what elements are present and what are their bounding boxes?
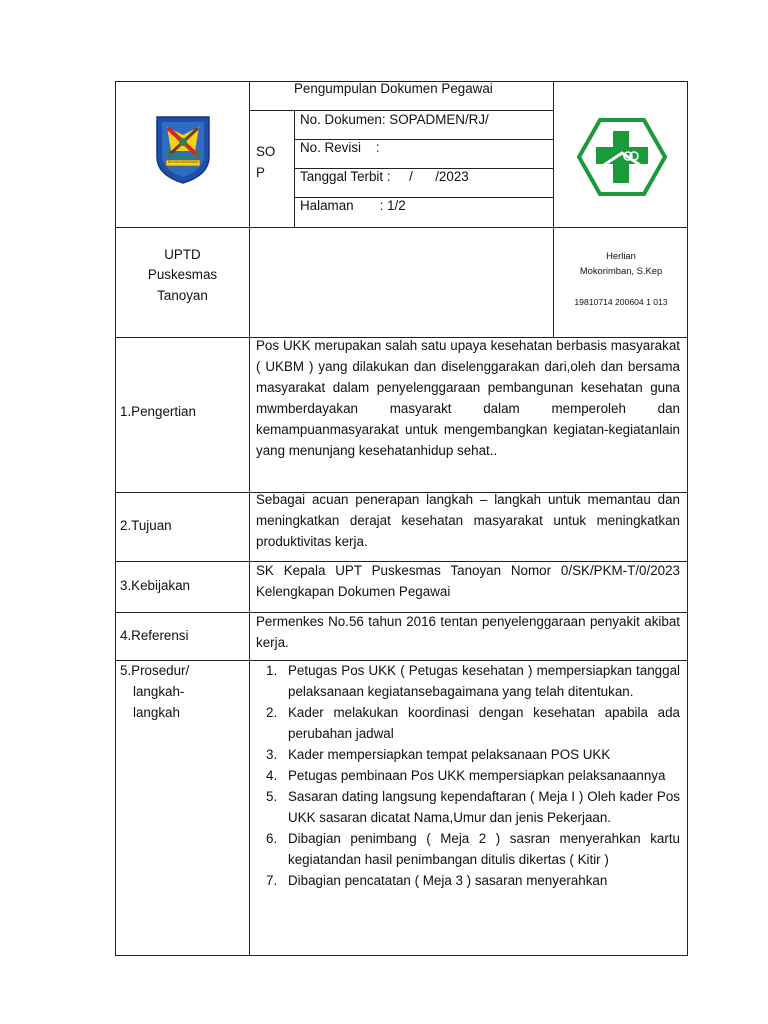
step-number: 7. <box>266 873 278 888</box>
puskesmas-logo <box>576 117 668 197</box>
step-text: Dibagian penimbang ( Meja 2 ) sasran menyerahkan kartu kegiatandan hasil penimbangan ditulis dikertas ( Kitir ) <box>288 831 680 867</box>
procedure-step <box>258 786 680 828</box>
step-number: 4. <box>266 768 278 783</box>
tujuan-text: Sebagai acuan penerapan langkah – langkah untuk memantau dan meningkatkan derajat kesehatan masyarakat untuk meningkatkan produktivitas kerja. <box>256 492 680 549</box>
label-referensi: 4.Referensi <box>120 628 189 643</box>
procedure-step <box>258 870 680 891</box>
label-pengertian: 1.Pengertian <box>120 404 196 419</box>
step-text: Petugas Pos UKK ( Petugas kesehatan ) mempersiapkan tanggal pelaksanaan kegiatansebagaimana yang telah ditentukan. <box>288 663 680 699</box>
sop-label-line2: P <box>256 165 265 180</box>
step-number: 3. <box>266 747 278 762</box>
signatory-nip: 19810714 200604 1 013 <box>574 297 668 307</box>
step-number: 5. <box>266 789 278 804</box>
signatory-name-2: Mokorimban, S.Kep <box>579 265 663 276</box>
sop-label-line1: SO <box>256 144 276 159</box>
label-kebijakan: 3.Kebijakan <box>120 578 190 593</box>
issue-date: Tanggal Terbit : / /2023 <box>300 169 469 184</box>
header-row-line <box>115 227 688 228</box>
document-title: Pengumpulan Dokumen Pegawai <box>294 81 493 96</box>
step-text: Kader melakukan koordinasi dengan kesehatan apabila ada perubahan jadwal <box>288 705 680 741</box>
step-text: Dibagian pencatatan ( Meja 3 ) sasaran menyerahkan <box>288 873 608 888</box>
kebijakan-text: SK Kepala UPT Puskesmas Tanoyan Nomor 0/SK/PKM-T/0/2023 Kelengkapan Dokumen Pegawai <box>256 563 680 599</box>
step-number: 6. <box>266 831 278 846</box>
step-text: Kader mempersiapkan tempat pelaksanaan POS UKK <box>288 747 611 762</box>
regency-crest-logo <box>153 113 213 185</box>
pengertian-text: Pos UKK merupakan salah satu upaya kesehatan berbasis masyarakat ( UKBM ) yang dilakukan dan diselenggarakan dari,oleh dan bersama masyarakat dalam penyelenggaraan pembangunan kesehatan guna mwmberdayakan masyarakt dalam memperoleh dan kemampuanmasyarakat untuk mengembangkan kegiatan-kegiatanlain yang menunjang kesehatanhidup sehat.. <box>256 338 680 458</box>
label-tujuan: 2.Tujuan <box>120 518 172 533</box>
label-prosedur-3: langkah <box>133 705 180 720</box>
step-number: 2. <box>266 705 278 720</box>
page-number: Halaman : 1/2 <box>300 198 406 213</box>
procedure-step <box>258 828 680 870</box>
referensi-text: Permenkes No.56 tahun 2016 tentan penyelenggaraan penyakit akibat kerja. <box>256 614 680 650</box>
label-prosedur-1: 5.Prosedur/ <box>120 663 190 678</box>
procedure-steps-list <box>258 660 680 891</box>
document-number: No. Dokumen: SOPADMEN/RJ/ <box>300 112 489 127</box>
org-line-3: Tanoyan <box>157 288 208 303</box>
step-text: Petugas pembinaan Pos UKK mempersiapkan pelaksanaannya <box>288 768 666 783</box>
signatory-name-1: Herlian <box>606 250 636 261</box>
column-divider-left <box>249 81 250 956</box>
procedure-step <box>258 702 680 744</box>
procedure-step <box>258 660 680 702</box>
org-line-2: Puskesmas <box>147 267 218 282</box>
crest-banner-text: BOLAANG MONGONDOW <box>168 161 198 164</box>
revision-number: No. Revisi : <box>300 140 380 155</box>
procedure-step <box>258 765 680 786</box>
label-prosedur-2: langkah- <box>133 684 185 699</box>
procedure-step <box>258 744 680 765</box>
step-text: Sasaran dating langsung kependaftaran ( Meja I ) Oleh kader Pos UKK sasaran dicatat Nama,Umur dan jenis Pekerjaan. <box>288 789 680 825</box>
step-number: 1. <box>266 663 278 678</box>
org-line-1: UPTD <box>164 247 201 262</box>
